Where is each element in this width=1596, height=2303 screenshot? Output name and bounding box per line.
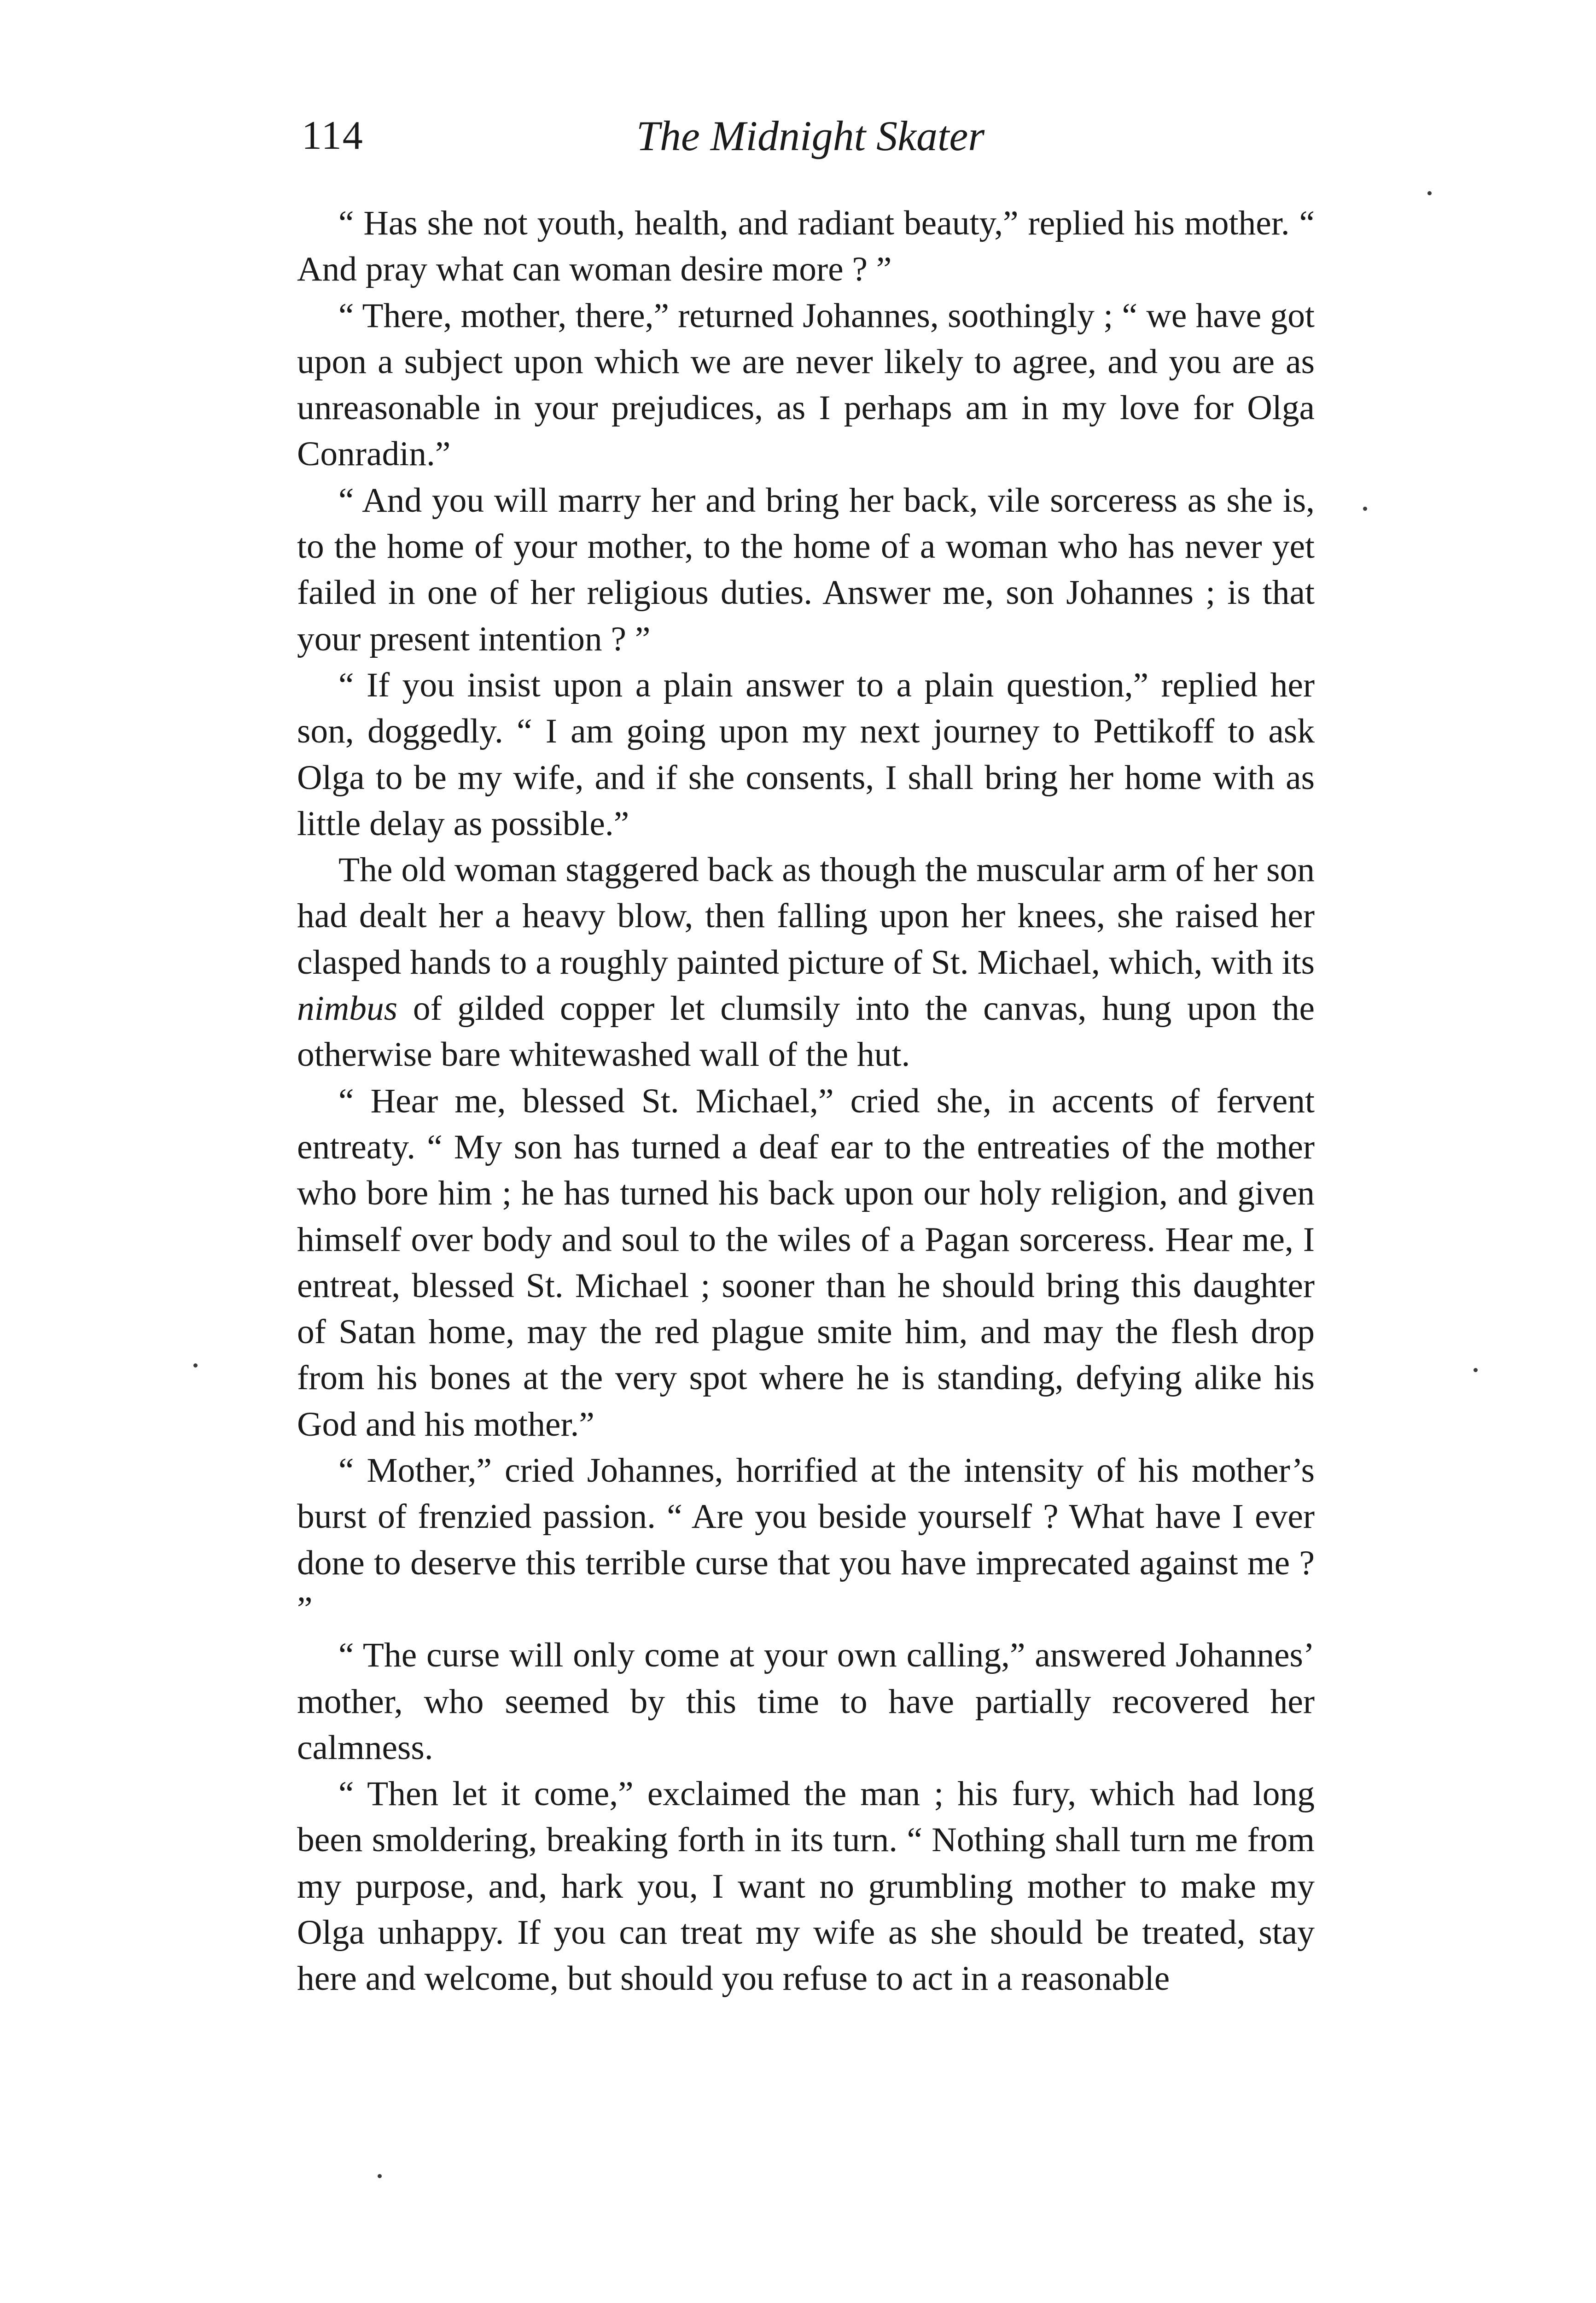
paragraph: “ Hear me, blessed St. Michael,” cried she, in accents of fervent entreaty. “ My son has turned a deaf ear to the entreaties of the mother who bore him ; he has turned his back upon our holy religion, and given himself over body and soul to the wiles of a Pagan sorceress. Hear me, I entreat, blessed St. Michael ; sooner than he should bring this daughter of Satan home, may the red plague smite him, and may the flesh drop from his bones at the very spot where he is standing, defying alike his God and his mother.” — [297, 1081, 1315, 1444]
paragraph: “ Has she not youth, health, and radiant beauty,” replied his mother. “ And pray what can woman desire more ? ” — [297, 204, 1315, 289]
page-header — [302, 104, 1319, 168]
paragraph: “ There, mother, there,” returned Johannes, soothingly ; “ we have got upon a subject upon which we are never likely to agree, and you are as unreasonable in your prejudices, as I perhaps am in my love for Olga Conradin.” — [297, 296, 1315, 473]
page-number: 114 — [302, 113, 364, 158]
paragraph: “ And you will marry her and bring her back, vile sorceress as she is, to the home of your mother, to the home of a woman who has never yet failed in one of her religious duties. Answer me, son Johannes ; is that your present intention ? ” — [297, 481, 1315, 658]
ink-speck — [1363, 507, 1367, 511]
paragraph: “ The curse will only come at your own calling,” answered Johannes’ mother, who seemed by this time to have partially recovered her calmness. — [297, 1636, 1315, 1767]
ink-speck — [1474, 1368, 1478, 1372]
body-text — [297, 200, 1315, 2002]
paragraph: “ If you insist upon a plain answer to a plain question,” replied her son, doggedly. “ I am going upon my next journey to Pettikoff to ask Olga to be my wife, and if she consents, I shall bring her home with as little delay as possible.” — [297, 666, 1315, 843]
ink-speck — [1427, 191, 1432, 195]
italic-word: nimbus — [297, 989, 398, 1028]
ink-speck — [193, 1363, 198, 1368]
paragraph: The old woman staggered back as though the muscular arm of her son had dealt her a heavy blow, then falling upon her knees, she raised her clasped hands to a roughly painted picture of St. Michael, which, with its nimbus of gilded copper let clumsily into the canvas, hung upon the otherwise bare whitewashed wall of the hut. — [297, 851, 1315, 1074]
running-title: The Midnight Skater — [636, 112, 985, 159]
paragraph: “ Mother,” cried Johannes, horrified at the intensity of his mother’s burst of frenzied passion. “ Are you beside yourself ? What have I ever done to deserve this terrible curse that you have imprecated against me ? ” — [297, 1451, 1315, 1628]
ink-speck — [378, 2174, 382, 2178]
paragraph: “ Then let it come,” exclaimed the man ; his fury, which had long been smoldering, breaking forth in its turn. “ Nothing shall turn me from my purpose, and, hark you, I want no grumbling mother to make my Olga unhappy. If you can treat my wife as she should be treated, stay here and welcome, but should you refuse to act in a reasonable — [297, 1775, 1315, 1998]
